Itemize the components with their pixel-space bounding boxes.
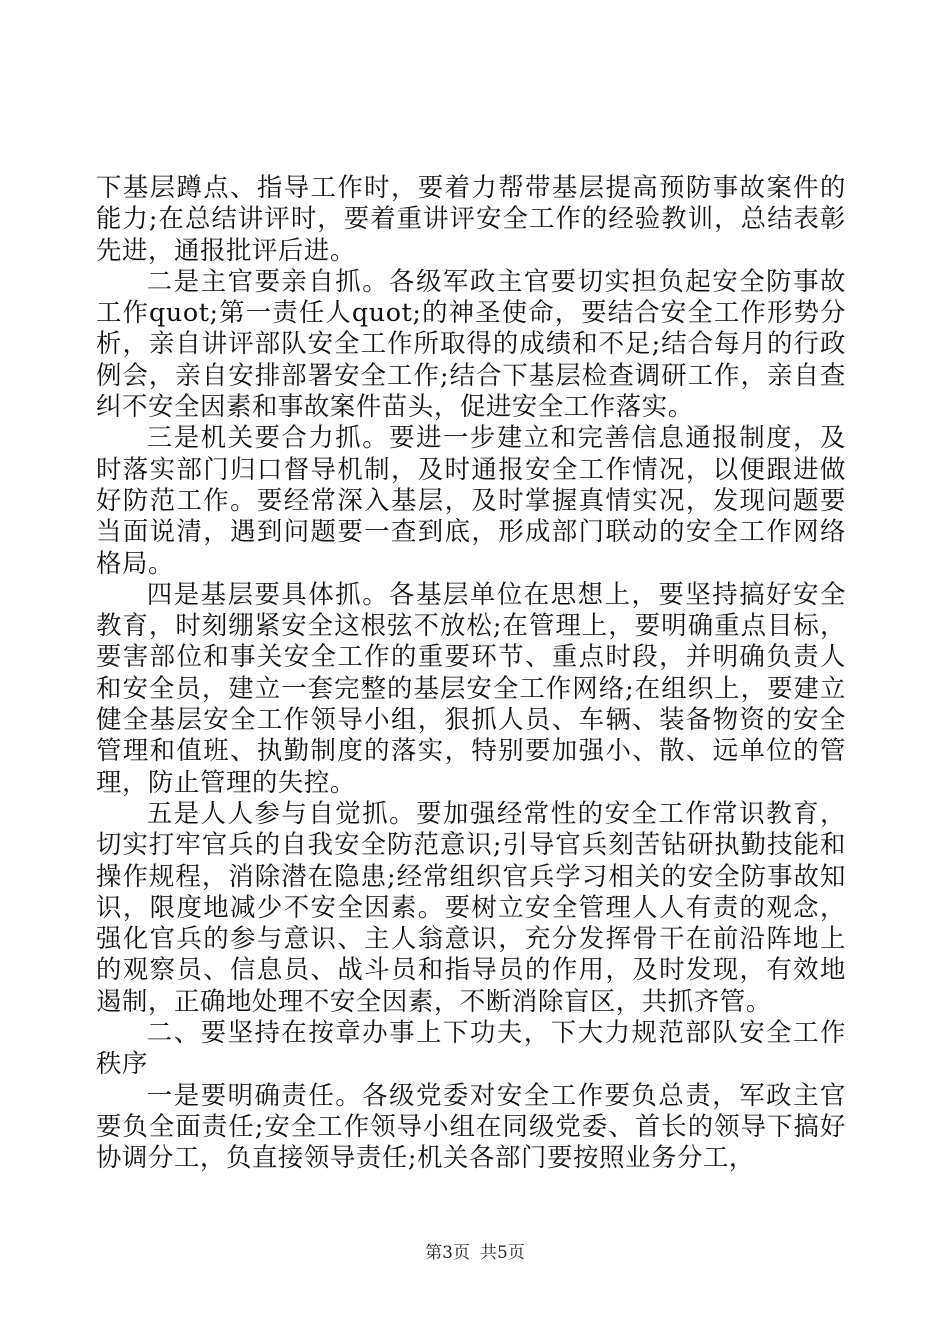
paragraph-commander-duty: 二是主官要亲自抓。各级军政主官要切实担负起安全防事故工作quot;第一责任人quot;的神圣使命，要结合安全工作形势分析，亲自讲评部队安全工作所取得的成绩和不足;结合每月的行政例会，亲自安排部署安全工作;结合下基层检查调研工作，亲自查纠不安全因素和事故案件苗头，促进安全工作落实。 xyxy=(96,265,846,422)
paragraph-everyone-duty: 五是人人参与自觉抓。要加强经常性的安全工作常识教育，切实打牢官兵的自我安全防范意识;引导官兵刻苦钻研执勤技能和操作规程，消除潜在隐患;经常组织官兵学习相关的安全防事故知识，限度地减少不安全因素。要树立安全管理人人有责的观念，强化官兵的参与意识、主人翁意识，充分发挥骨干在前沿阵地上的观察员、信息员、战斗员和指导员的作用，及时发现，有效地遏制，正确地处理不安全因素，不断消除盲区，共抓齐管。 xyxy=(96,797,846,1016)
page-number: 第3页 xyxy=(425,1243,470,1263)
paragraph-grassroots-duty: 四是基层要具体抓。各基层单位在思想上，要坚持搞好安全教育，时刻绷紧安全这根弦不放松;在管理上，要明确重点目标，要害部位和事关安全工作的重要环节、重点时段，并明确负责人和安全员，建立一套完整的基层安全工作网络;在组织上，要建立健全基层安全工作领导小组，狠抓人员、车辆、装备物资的安全管理和值班、执勤制度的落实，特别要加强小、散、远单位的管理，防止管理的失控。 xyxy=(96,578,846,797)
page-total: 共5页 xyxy=(480,1243,525,1263)
paragraph-responsibility: 一是要明确责任。各级党委对安全工作要负总责，军政主官要负全面责任;安全工作领导小组在同级党委、首长的领导下搞好协调分工，负直接领导责任;机关各部门要按照业务分工， xyxy=(96,1079,846,1173)
paragraph-organs-duty: 三是机关要合力抓。要进一步建立和完善信息通报制度，及时落实部门归口督导机制，及时通报安全工作情况，以便跟进做好防范工作。要经常深入基层，及时掌握真情实况，发现问题要当面说清，遇到问题要一查到底，形成部门联动的安全工作网络格局。 xyxy=(96,422,846,578)
section-heading: 二、要坚持在按章办事上下功夫，下大力规范部队安全工作秩序 xyxy=(96,1017,846,1079)
page-footer xyxy=(0,1242,950,1264)
document-body xyxy=(96,172,846,1174)
paragraph-continuation: 下基层蹲点、指导工作时，要着力帮带基层提高预防事故案件的能力;在总结讲评时，要着重讲评安全工作的经验教训，总结表彰先进，通报批评后进。 xyxy=(96,172,846,265)
